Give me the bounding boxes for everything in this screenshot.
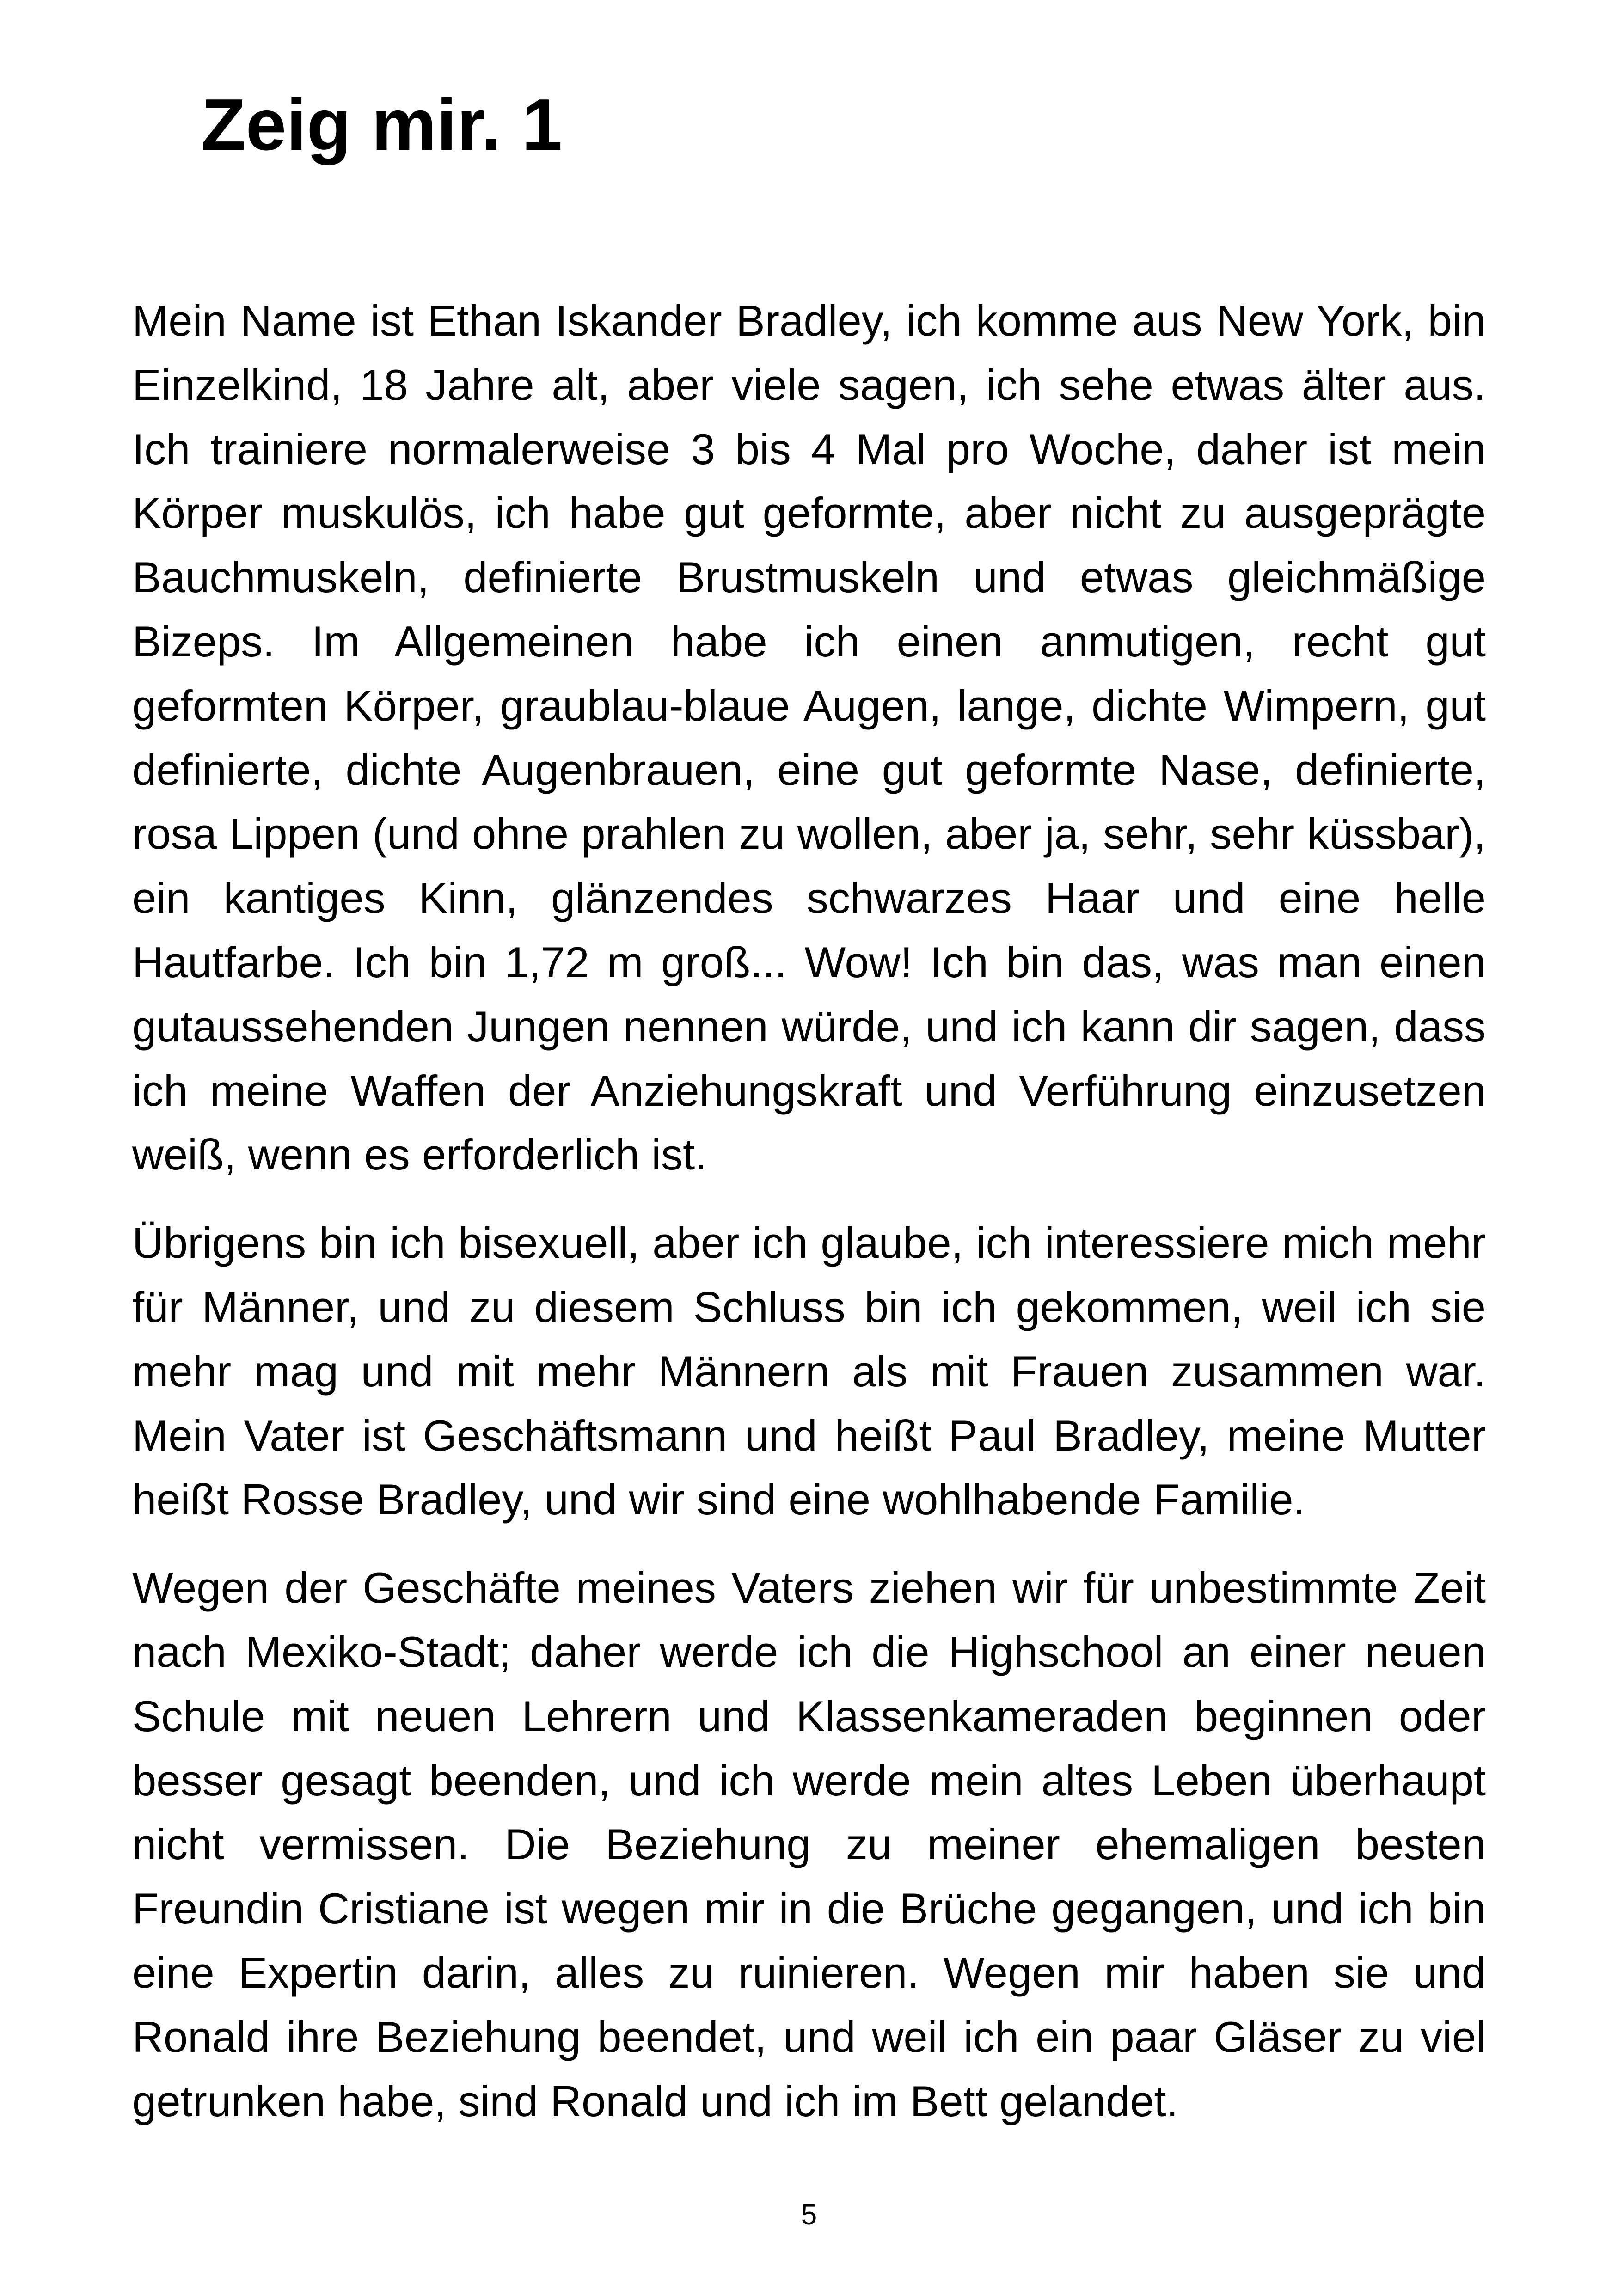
body-text [132,289,1486,2133]
chapter-title: Zeig mir. 1 [201,84,563,165]
paragraph-1: Mein Name ist Ethan Iskander Bradley, ich komme aus New York, bin Einzelkind, 18 Jahre alt, aber viele sagen, ich sehe etwas älter aus. Ich trainiere normalerweise 3 bis 4 Mal pro Woche, daher ist mein Körper muskulös, ich habe gut geformte, aber nicht zu ausgeprägte Bauchmuskeln, definierte Brustmuskeln und etwas gleichmäßige Bizeps. Im Allgemeinen habe ich einen anmutigen, recht gut geformten Körper, graublau-blaue Augen, lange, dichte Wimpern, gut definierte, dichte Augenbrauen, eine gut geformte Nase, definierte, rosa Lippen (und ohne prahlen zu wollen, aber ja, sehr, sehr küssbar), ein kantiges Kinn, glänzendes schwarzes Haar und eine helle Hautfarbe. Ich bin 1,72 m groß... Wow! Ich bin das, was man einen gutaussehenden Jungen nennen würde, und ich kann dir sagen, dass ich meine Waffen der Anziehungskraft und Verführung einzusetzen weiß, wenn es erforderlich ist. [132,296,1486,1179]
page-number: 5 [801,2199,817,2231]
paragraph-2: Übrigens bin ich bisexuell, aber ich glaube, ich interessiere mich mehr für Männer, und zu diesem Schluss bin ich gekommen, weil ich sie mehr mag und mit mehr Männern als mit Frauen zusammen war. Mein Vater ist Geschäftsmann und heißt Paul Bradley, meine Mutter heißt Rosse Bradley, und wir sind eine wohlhabende Familie. [132,1218,1486,1524]
paragraph-3: Wegen der Geschäfte meines Vaters ziehen wir für unbestimmte Zeit nach Mexiko-Stadt; daher werde ich die Highschool an einer neuen Schule mit neuen Lehrern und Klassenkameraden beginnen oder besser gesagt beenden, und ich werde mein altes Leben überhaupt nicht vermissen. Die Beziehung zu meiner ehemaligen besten Freundin Cristiane ist wegen mir in die Brüche gegangen, und ich bin eine Expertin darin, alles zu ruinieren. Wegen mir haben sie und Ronald ihre Beziehung beendet, und weil ich ein paar Gläser zu viel getrunken habe, sind Ronald und ich im Bett gelandet. [132,1563,1486,2125]
